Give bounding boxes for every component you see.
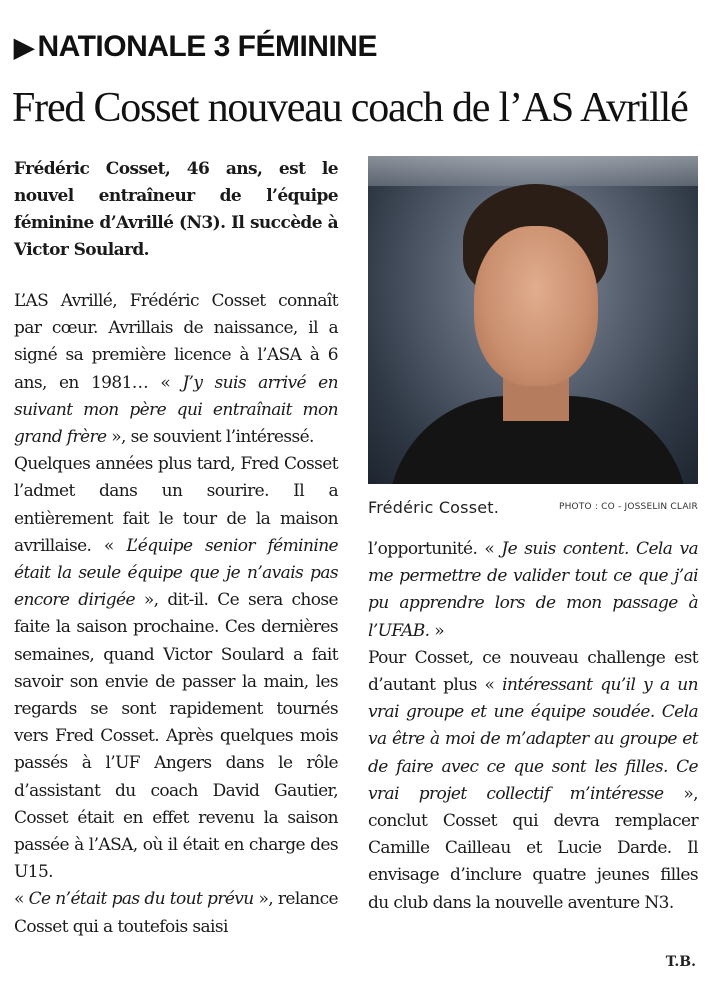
author-signature: T.B. xyxy=(665,954,696,970)
paragraph-3-text-b: », relance Cosset qui a toutefois saisi xyxy=(14,889,338,937)
play-triangle-icon: ▶ xyxy=(14,32,34,62)
caption-text: Frédéric Cosset. xyxy=(368,498,500,517)
photo-face xyxy=(474,226,598,386)
photo-caption xyxy=(368,490,698,522)
article-headline: Fred Cosset nouveau coach de l’AS Avrillé xyxy=(12,85,688,131)
photo-background xyxy=(368,156,698,186)
right-column xyxy=(368,156,698,917)
paragraph-5 xyxy=(368,645,698,917)
paragraph-2-quote: L’équipe senior féminine était la seule équipe que je n’avais pas encore dirigée xyxy=(14,535,339,611)
left-column xyxy=(14,156,338,941)
paragraph-4-text-b: » xyxy=(429,620,445,641)
portrait-photo xyxy=(368,156,698,484)
article-kicker xyxy=(14,30,377,64)
paragraph-3 xyxy=(14,886,338,940)
paragraph-1-text-a: L’AS Avrillé, Frédéric Cosset connaît par cœur. Avrillais de naissance, il a signé sa première licence à l’ASA à 6 ans, en 1981… « xyxy=(14,291,338,393)
kicker-text: NATIONALE 3 FÉMININE xyxy=(37,30,377,63)
paragraph-4-quote: Je suis content. Cela va me permettre de valider tout ce que j’ai pu apprendre lors de mon passage à l’UFAB. xyxy=(368,539,698,641)
paragraph-5-text-a: Pour Cosset, ce nouveau challenge est d’autant plus « xyxy=(368,647,698,696)
paragraph-2-text-a: Quelques années plus tard, Fred Cosset l’admet dans un sourire. Il a entièrement fait le tour de la maison avrillaise. « xyxy=(14,454,338,556)
paragraph-4 xyxy=(368,536,698,645)
paragraph-1-quote: J’y suis arrivé en suivant mon père qui entraînait mon grand frère xyxy=(14,372,338,448)
paragraph-5-quote: intéressant qu’il y a un vrai groupe et une équipe soudée. Cela va être à moi de m’adapter au groupe et de faire avec ce que sont les filles. Ce vrai projet collectif m’intéresse xyxy=(368,675,698,804)
paragraph-2-text-b: », dit-il. Ce sera chose faite la saison prochaine. Ces dernières semaines, quand Victor Soulard a fait savoir son envie de passer la main, les regards se sont rapidement tournés vers Fred Cosset. Après quelques mois passés à l’UF Angers dans le rôle d’assistant du coach David Gautier, Cosset était en effet revenu la saison passée à l’ASA, où il était en charge des U15. xyxy=(14,590,338,883)
paragraph-2 xyxy=(14,451,338,886)
paragraph-3-quote: Ce n’était pas du tout prévu xyxy=(28,889,254,910)
paragraph-3-text-a: « xyxy=(14,889,29,910)
paragraph-1-text-b: », se souvient l’intéressé. xyxy=(106,427,314,448)
paragraph-4-text-a: l’opportunité. « xyxy=(368,539,502,559)
article-lead: Frédéric Cosset, 46 ans, est le nouvel entraîneur de l’équipe féminine d’Avrillé (N3). Il succède à Victor Soulard. xyxy=(14,159,338,260)
paragraph-5-text-b: », conclut Cosset qui devra remplacer Camille Cailleau et Lucie Darde. Il envisage d’inclure quatre jeunes filles du club dans la nouvelle aventure N3. xyxy=(368,783,698,913)
paragraph-1 xyxy=(14,288,338,451)
photo-credit: PHOTO : CO - JOSSELIN CLAIR xyxy=(558,502,698,512)
